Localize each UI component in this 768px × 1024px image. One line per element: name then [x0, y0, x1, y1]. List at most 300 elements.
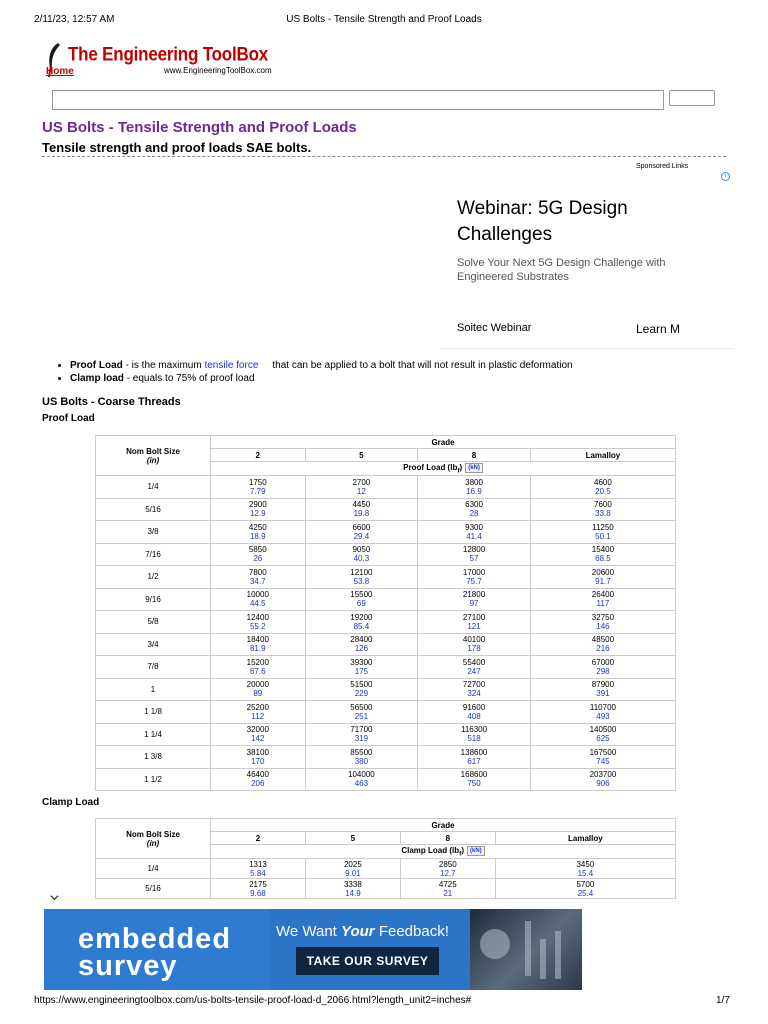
load-value-kn: 142	[251, 734, 265, 744]
section-title: US Bolts - Coarse Threads	[42, 396, 181, 408]
load-value-kn: 298	[596, 666, 610, 676]
load-value-lbf: 32000	[246, 725, 269, 735]
table-row	[96, 588, 676, 611]
load-label-prefix: Proof Load (lb	[403, 462, 458, 472]
load-cell	[211, 611, 306, 634]
load-value-lbf: 38100	[246, 747, 269, 757]
bolt-size-cell: 1 1/2	[96, 768, 211, 791]
bolt-size-cell: 1 1/4	[96, 723, 211, 746]
proof-pre: - is the maximum	[122, 360, 205, 371]
table-row	[96, 723, 676, 746]
load-value-lbf: 2900	[248, 500, 267, 510]
size-header-unit: (in)	[146, 455, 160, 465]
load-cell	[305, 633, 418, 656]
table-row	[96, 879, 676, 899]
load-value-kn: 67.6	[249, 666, 266, 676]
load-value-kn: 15.4	[577, 868, 594, 878]
tensile-force-link[interactable]: tensile force	[204, 360, 259, 371]
load-value-lbf: 12800	[462, 545, 486, 555]
grade-header: Grade	[211, 436, 676, 449]
load-value-kn: 518	[467, 734, 481, 744]
load-cell	[211, 879, 306, 899]
load-value-lbf: 3450	[576, 859, 595, 869]
load-value-lbf: 48500	[591, 635, 615, 645]
load-cell	[211, 476, 306, 499]
load-value-lbf: 1750	[248, 477, 267, 487]
load-cell	[211, 746, 306, 769]
search-button[interactable]	[669, 90, 715, 106]
load-value-lbf: 25200	[246, 702, 269, 712]
load-cell	[305, 543, 418, 566]
load-value-lbf: 3338	[343, 879, 362, 889]
load-value-kn: 68.5	[595, 554, 611, 564]
sponsored-label: Sponsored Links	[636, 163, 689, 170]
load-value-lbf: 11250	[592, 522, 614, 532]
load-cell	[418, 633, 531, 656]
load-value-lbf: 20600	[591, 567, 615, 577]
load-value-lbf: 28400	[350, 635, 373, 645]
page-subtitle: Tensile strength and proof loads SAE bolts.	[42, 140, 312, 155]
load-cell	[418, 498, 531, 521]
load-value-lbf: 26400	[591, 590, 615, 600]
load-value-kn: 121	[467, 621, 481, 631]
banner-brand-line2: survey	[78, 950, 178, 982]
size-header-label: Nom Bolt Size	[126, 829, 180, 839]
load-value-lbf: 67000	[591, 657, 615, 667]
table-header-row	[96, 819, 676, 832]
load-cell	[418, 723, 531, 746]
load-cell	[418, 656, 531, 679]
table-row	[96, 678, 676, 701]
load-value-kn: 97	[469, 599, 479, 609]
load-value-kn: 617	[467, 756, 481, 766]
load-value-lbf: 27100	[462, 612, 486, 622]
load-cell	[530, 656, 675, 679]
load-value-lbf: 7600	[594, 500, 612, 510]
print-datetime: 2/11/23, 12:57 AM	[34, 14, 115, 25]
logo-url: www.EngineeringToolBox.com	[164, 66, 272, 75]
load-value-kn: 16.9	[466, 486, 482, 496]
load-value-lbf: 116300	[460, 725, 488, 735]
load-value-kn: 34.7	[249, 576, 266, 586]
bolt-size-cell: 1/4	[96, 859, 211, 879]
load-cell	[530, 611, 675, 634]
load-value-lbf: 12400	[246, 612, 269, 622]
load-value-kn: 69	[356, 599, 366, 609]
load-label	[211, 845, 676, 859]
load-value-kn: 85.4	[353, 621, 370, 631]
load-value-kn: 75.7	[466, 576, 482, 586]
load-cell	[418, 588, 531, 611]
load-value-kn: 12	[356, 486, 366, 496]
load-cell	[305, 701, 418, 724]
banner-tagline-bold: Your	[341, 923, 375, 940]
load-cell	[305, 879, 400, 899]
load-value-lbf: 168600	[460, 770, 488, 780]
grade-2: 5	[305, 449, 418, 462]
load-value-kn: 408	[467, 711, 481, 721]
load-cell	[530, 566, 675, 589]
load-value-lbf: 9300	[465, 522, 483, 532]
chevron-down-icon[interactable]	[50, 893, 59, 902]
load-value-kn: 12.7	[440, 868, 456, 878]
table-row	[96, 521, 676, 544]
clamp-text: - equals to 75% of proof load	[123, 373, 255, 384]
load-value-kn: 53.8	[353, 576, 370, 586]
load-value-lbf: 71700	[350, 725, 373, 735]
load-value-kn: 380	[354, 756, 369, 766]
grade-4: Lamalloy	[530, 449, 675, 462]
load-cell	[305, 656, 418, 679]
bolt-size-cell: 1 1/8	[96, 701, 211, 724]
load-cell	[211, 521, 306, 544]
load-cell	[305, 566, 418, 589]
banner-tagline-pre: We Want	[276, 923, 342, 940]
load-cell	[400, 859, 495, 879]
load-cell	[211, 498, 306, 521]
home-link[interactable]: Home	[46, 66, 74, 77]
bolt-size-cell: 1 3/8	[96, 746, 211, 769]
load-value-kn: 750	[467, 779, 481, 789]
load-cell	[530, 498, 675, 521]
load-value-lbf: 12100	[350, 567, 373, 577]
table-row	[96, 476, 676, 499]
load-value-kn: 5.84	[250, 868, 266, 878]
size-header-unit: (in)	[146, 838, 160, 848]
load-value-kn: 21	[443, 888, 453, 898]
bolt-size-cell: 1/4	[96, 476, 211, 499]
load-value-kn: 41.4	[466, 531, 482, 541]
ad-cta-button[interactable]: Learn M	[636, 322, 681, 336]
grade-3: 8	[400, 832, 495, 845]
load-cell	[530, 543, 675, 566]
load-value-kn: 50.1	[595, 531, 611, 541]
load-value-kn: 14.9	[345, 888, 361, 898]
load-value-kn: 391	[596, 689, 610, 699]
load-value-kn: 89	[253, 689, 263, 699]
table-row	[96, 859, 676, 879]
load-cell	[211, 656, 306, 679]
load-cell	[530, 723, 675, 746]
search-input[interactable]	[52, 90, 664, 110]
load-value-lbf: 15500	[350, 590, 373, 600]
load-value-kn: 33.8	[595, 509, 611, 519]
table-row	[96, 633, 676, 656]
logo-name: The Engineering ToolBox	[68, 43, 269, 65]
load-cell	[305, 588, 418, 611]
load-value-kn: 81.9	[249, 644, 266, 654]
proof-post: that can be applied to a bolt that will not result in plastic deformation	[272, 360, 573, 371]
load-value-lbf: 2850	[438, 859, 457, 869]
load-value-kn: 206	[251, 779, 265, 789]
load-value-kn: 247	[467, 666, 481, 676]
load-cell	[211, 633, 306, 656]
load-value-lbf: 91600	[462, 702, 486, 712]
unit-toggle-button[interactable]: (kN)	[465, 463, 483, 473]
definition-list	[52, 359, 573, 385]
load-cell	[211, 723, 306, 746]
load-value-lbf: 1313	[249, 859, 267, 869]
load-value-lbf: 6600	[352, 522, 371, 532]
load-value-lbf: 72700	[462, 680, 486, 690]
load-value-kn: 7.79	[249, 486, 266, 496]
load-value-lbf: 167500	[589, 747, 617, 757]
bolt-size-cell: 7/16	[96, 543, 211, 566]
ad-block[interactable]	[440, 182, 734, 350]
load-cell	[211, 768, 306, 791]
load-value-kn: 12.9	[249, 509, 266, 519]
proof-load-table	[95, 435, 676, 791]
bolt-size-cell: 7/8	[96, 656, 211, 679]
load-cell	[418, 701, 531, 724]
banner-tagline	[276, 923, 449, 940]
load-value-kn: 57	[469, 554, 479, 564]
load-value-lbf: 2025	[343, 859, 362, 869]
grade-header: Grade	[211, 819, 676, 832]
table-header-row	[96, 436, 676, 449]
load-cell	[418, 521, 531, 544]
load-value-lbf: 138600	[460, 747, 488, 757]
load-value-lbf: 140500	[589, 725, 617, 735]
load-value-kn: 20.5	[595, 486, 611, 496]
banner-brand-line1: embedded	[78, 923, 232, 955]
bolt-size-cell: 5/16	[96, 498, 211, 521]
banner-brand	[78, 923, 232, 982]
clamp-term: Clamp load	[70, 373, 124, 384]
load-label-sub: f	[459, 850, 462, 858]
clamp-load-table	[95, 818, 676, 899]
load-cell	[211, 566, 306, 589]
load-value-lbf: 46400	[246, 770, 269, 780]
load-value-kn: 463	[354, 779, 369, 789]
load-value-lbf: 32750	[591, 612, 615, 622]
size-header	[96, 819, 211, 859]
ad-source: Soitec Webinar	[457, 322, 532, 334]
load-value-kn: 26	[253, 554, 263, 564]
load-value-lbf: 5700	[576, 879, 595, 889]
ad-text-line1: Solve Your Next 5G Design Challenge with	[457, 257, 666, 269]
load-cell	[530, 746, 675, 769]
grade-3: 8	[418, 449, 531, 462]
load-value-lbf: 19200	[350, 612, 373, 622]
load-value-lbf: 110700	[589, 702, 616, 712]
bolt-size-cell: 3/8	[96, 521, 211, 544]
table-row	[96, 543, 676, 566]
bolt-size-cell: 1/2	[96, 566, 211, 589]
load-value-kn: 19.8	[353, 509, 370, 519]
load-value-kn: 9.68	[250, 888, 266, 898]
unit-toggle-button[interactable]: (kN)	[467, 846, 485, 856]
load-value-kn: 55.2	[249, 621, 266, 631]
load-value-kn: 91.7	[595, 576, 611, 586]
footer-url: https://www.engineeringtoolbox.com/us-bolts-tensile-proof-load-d_2066.html?length_unit2=inches#	[34, 995, 472, 1006]
load-cell	[418, 746, 531, 769]
load-cell	[305, 476, 418, 499]
load-value-kn: 112	[251, 711, 265, 721]
table-row	[96, 656, 676, 679]
load-value-lbf: 56500	[350, 702, 373, 712]
load-cell	[418, 768, 531, 791]
ad-headline[interactable]: Webinar: 5G Design Challenges	[457, 198, 628, 245]
load-value-kn: 906	[596, 779, 610, 789]
load-value-lbf: 17000	[462, 567, 486, 577]
table-row	[96, 701, 676, 724]
load-value-kn: 9.01	[345, 868, 361, 878]
survey-banner[interactable]	[44, 909, 582, 990]
load-value-kn: 44.5	[249, 599, 266, 609]
load-value-lbf: 10000	[246, 590, 269, 600]
load-label-prefix: Clamp Load (lb	[401, 845, 460, 855]
load-value-lbf: 104000	[348, 770, 375, 780]
load-value-lbf: 15200	[246, 657, 269, 667]
load-value-kn: 324	[467, 689, 481, 699]
load-cell	[305, 859, 400, 879]
bolt-size-cell: 5/16	[96, 879, 211, 899]
table-row	[96, 611, 676, 634]
load-value-kn: 28	[469, 509, 479, 519]
load-label-suffix: )	[459, 462, 463, 472]
load-value-kn: 18.9	[249, 531, 266, 541]
load-value-kn: 319	[354, 734, 369, 744]
load-value-lbf: 55400	[462, 657, 486, 667]
load-value-lbf: 203700	[589, 770, 617, 780]
load-value-lbf: 4725	[438, 879, 457, 889]
bolt-size-cell: 9/16	[96, 588, 211, 611]
load-cell	[418, 476, 531, 499]
bolt-size-cell: 5/8	[96, 611, 211, 634]
load-value-lbf: 18400	[246, 635, 269, 645]
load-value-lbf: 4450	[352, 500, 371, 510]
load-cell	[530, 768, 675, 791]
load-value-lbf: 39300	[350, 657, 373, 667]
load-value-kn: 178	[467, 644, 481, 654]
list-item	[70, 372, 573, 385]
load-cell	[418, 566, 531, 589]
load-cell	[530, 701, 675, 724]
load-value-kn: 493	[596, 711, 610, 721]
take-survey-button[interactable]: TAKE OUR SURVEY	[296, 947, 439, 975]
load-cell	[305, 611, 418, 634]
load-value-kn: 625	[596, 734, 610, 744]
size-header	[96, 436, 211, 476]
grade-1: 2	[211, 449, 306, 462]
site-logo[interactable]	[44, 42, 294, 82]
load-cell	[495, 879, 675, 899]
load-cell	[530, 678, 675, 701]
load-cell	[418, 678, 531, 701]
table-row	[96, 746, 676, 769]
load-label	[211, 462, 676, 476]
load-cell	[400, 879, 495, 899]
table-row	[96, 768, 676, 791]
grade-4: Lamalloy	[495, 832, 675, 845]
load-cell	[530, 588, 675, 611]
load-cell	[211, 543, 306, 566]
ad-divider	[440, 348, 734, 349]
load-cell	[495, 859, 675, 879]
load-value-lbf: 6300	[465, 500, 483, 510]
load-value-lbf: 51500	[350, 680, 373, 690]
size-header-label: Nom Bolt Size	[126, 446, 180, 456]
load-value-lbf: 20000	[246, 680, 269, 690]
load-cell	[305, 746, 418, 769]
load-value-kn: 216	[596, 644, 610, 654]
load-value-lbf: 15400	[591, 545, 615, 555]
clamp-load-subtitle: Clamp Load	[42, 797, 100, 808]
load-cell	[305, 768, 418, 791]
load-cell	[530, 633, 675, 656]
load-value-kn: 126	[354, 644, 369, 654]
load-value-kn: 745	[596, 756, 610, 766]
load-value-lbf: 2700	[352, 477, 371, 487]
load-cell	[211, 701, 306, 724]
load-value-lbf: 85500	[350, 747, 373, 757]
load-value-lbf: 3800	[465, 477, 483, 487]
load-cell	[305, 498, 418, 521]
load-cell	[305, 678, 418, 701]
load-cell	[211, 859, 306, 879]
load-value-kn: 229	[354, 689, 369, 699]
load-value-lbf: 40100	[462, 635, 486, 645]
load-cell	[211, 678, 306, 701]
table-row	[96, 498, 676, 521]
load-value-kn: 170	[251, 756, 265, 766]
load-value-kn: 117	[596, 599, 610, 609]
divider	[42, 156, 726, 157]
table-row	[96, 566, 676, 589]
load-value-lbf: 9050	[352, 545, 371, 555]
banner-tagline-post: Feedback!	[374, 923, 449, 940]
bolt-size-cell: 3/4	[96, 633, 211, 656]
load-cell	[305, 521, 418, 544]
page-title: US Bolts - Tensile Strength and Proof Loads	[42, 119, 357, 136]
load-cell	[418, 611, 531, 634]
load-cell	[530, 476, 675, 499]
proof-load-subtitle: Proof Load	[42, 413, 95, 424]
load-value-lbf: 4250	[248, 522, 267, 532]
load-cell	[211, 588, 306, 611]
load-value-kn: 29.4	[353, 531, 370, 541]
load-cell	[530, 521, 675, 544]
load-label-suffix: )	[461, 845, 464, 855]
load-value-lbf: 5850	[248, 545, 267, 555]
load-value-kn: 146	[596, 621, 610, 631]
load-value-kn: 40.3	[353, 554, 370, 564]
load-cell	[418, 543, 531, 566]
bolt-size-cell: 1	[96, 678, 211, 701]
grade-1: 2	[211, 832, 306, 845]
load-value-lbf: 87900	[591, 680, 615, 690]
grade-2: 5	[305, 832, 400, 845]
proof-term: Proof Load	[70, 360, 123, 371]
ad-text-line2: Engineered Substrates	[457, 271, 569, 283]
load-label-sub: f	[457, 467, 460, 475]
load-value-lbf: 21800	[462, 590, 486, 600]
load-value-lbf: 4600	[594, 477, 612, 487]
load-value-kn: 25.4	[577, 888, 594, 898]
load-value-kn: 175	[354, 666, 369, 676]
list-item	[70, 359, 573, 372]
load-cell	[305, 723, 418, 746]
info-icon[interactable]: i	[721, 172, 730, 181]
footer-page-number: 1/7	[716, 995, 730, 1006]
load-value-lbf: 2175	[249, 879, 267, 889]
banner-brand-panel	[44, 909, 270, 990]
load-value-lbf: 7800	[248, 567, 267, 577]
load-value-kn: 251	[354, 711, 369, 721]
banner-image	[470, 909, 582, 990]
print-page-title: US Bolts - Tensile Strength and Proof Loads	[286, 14, 482, 25]
